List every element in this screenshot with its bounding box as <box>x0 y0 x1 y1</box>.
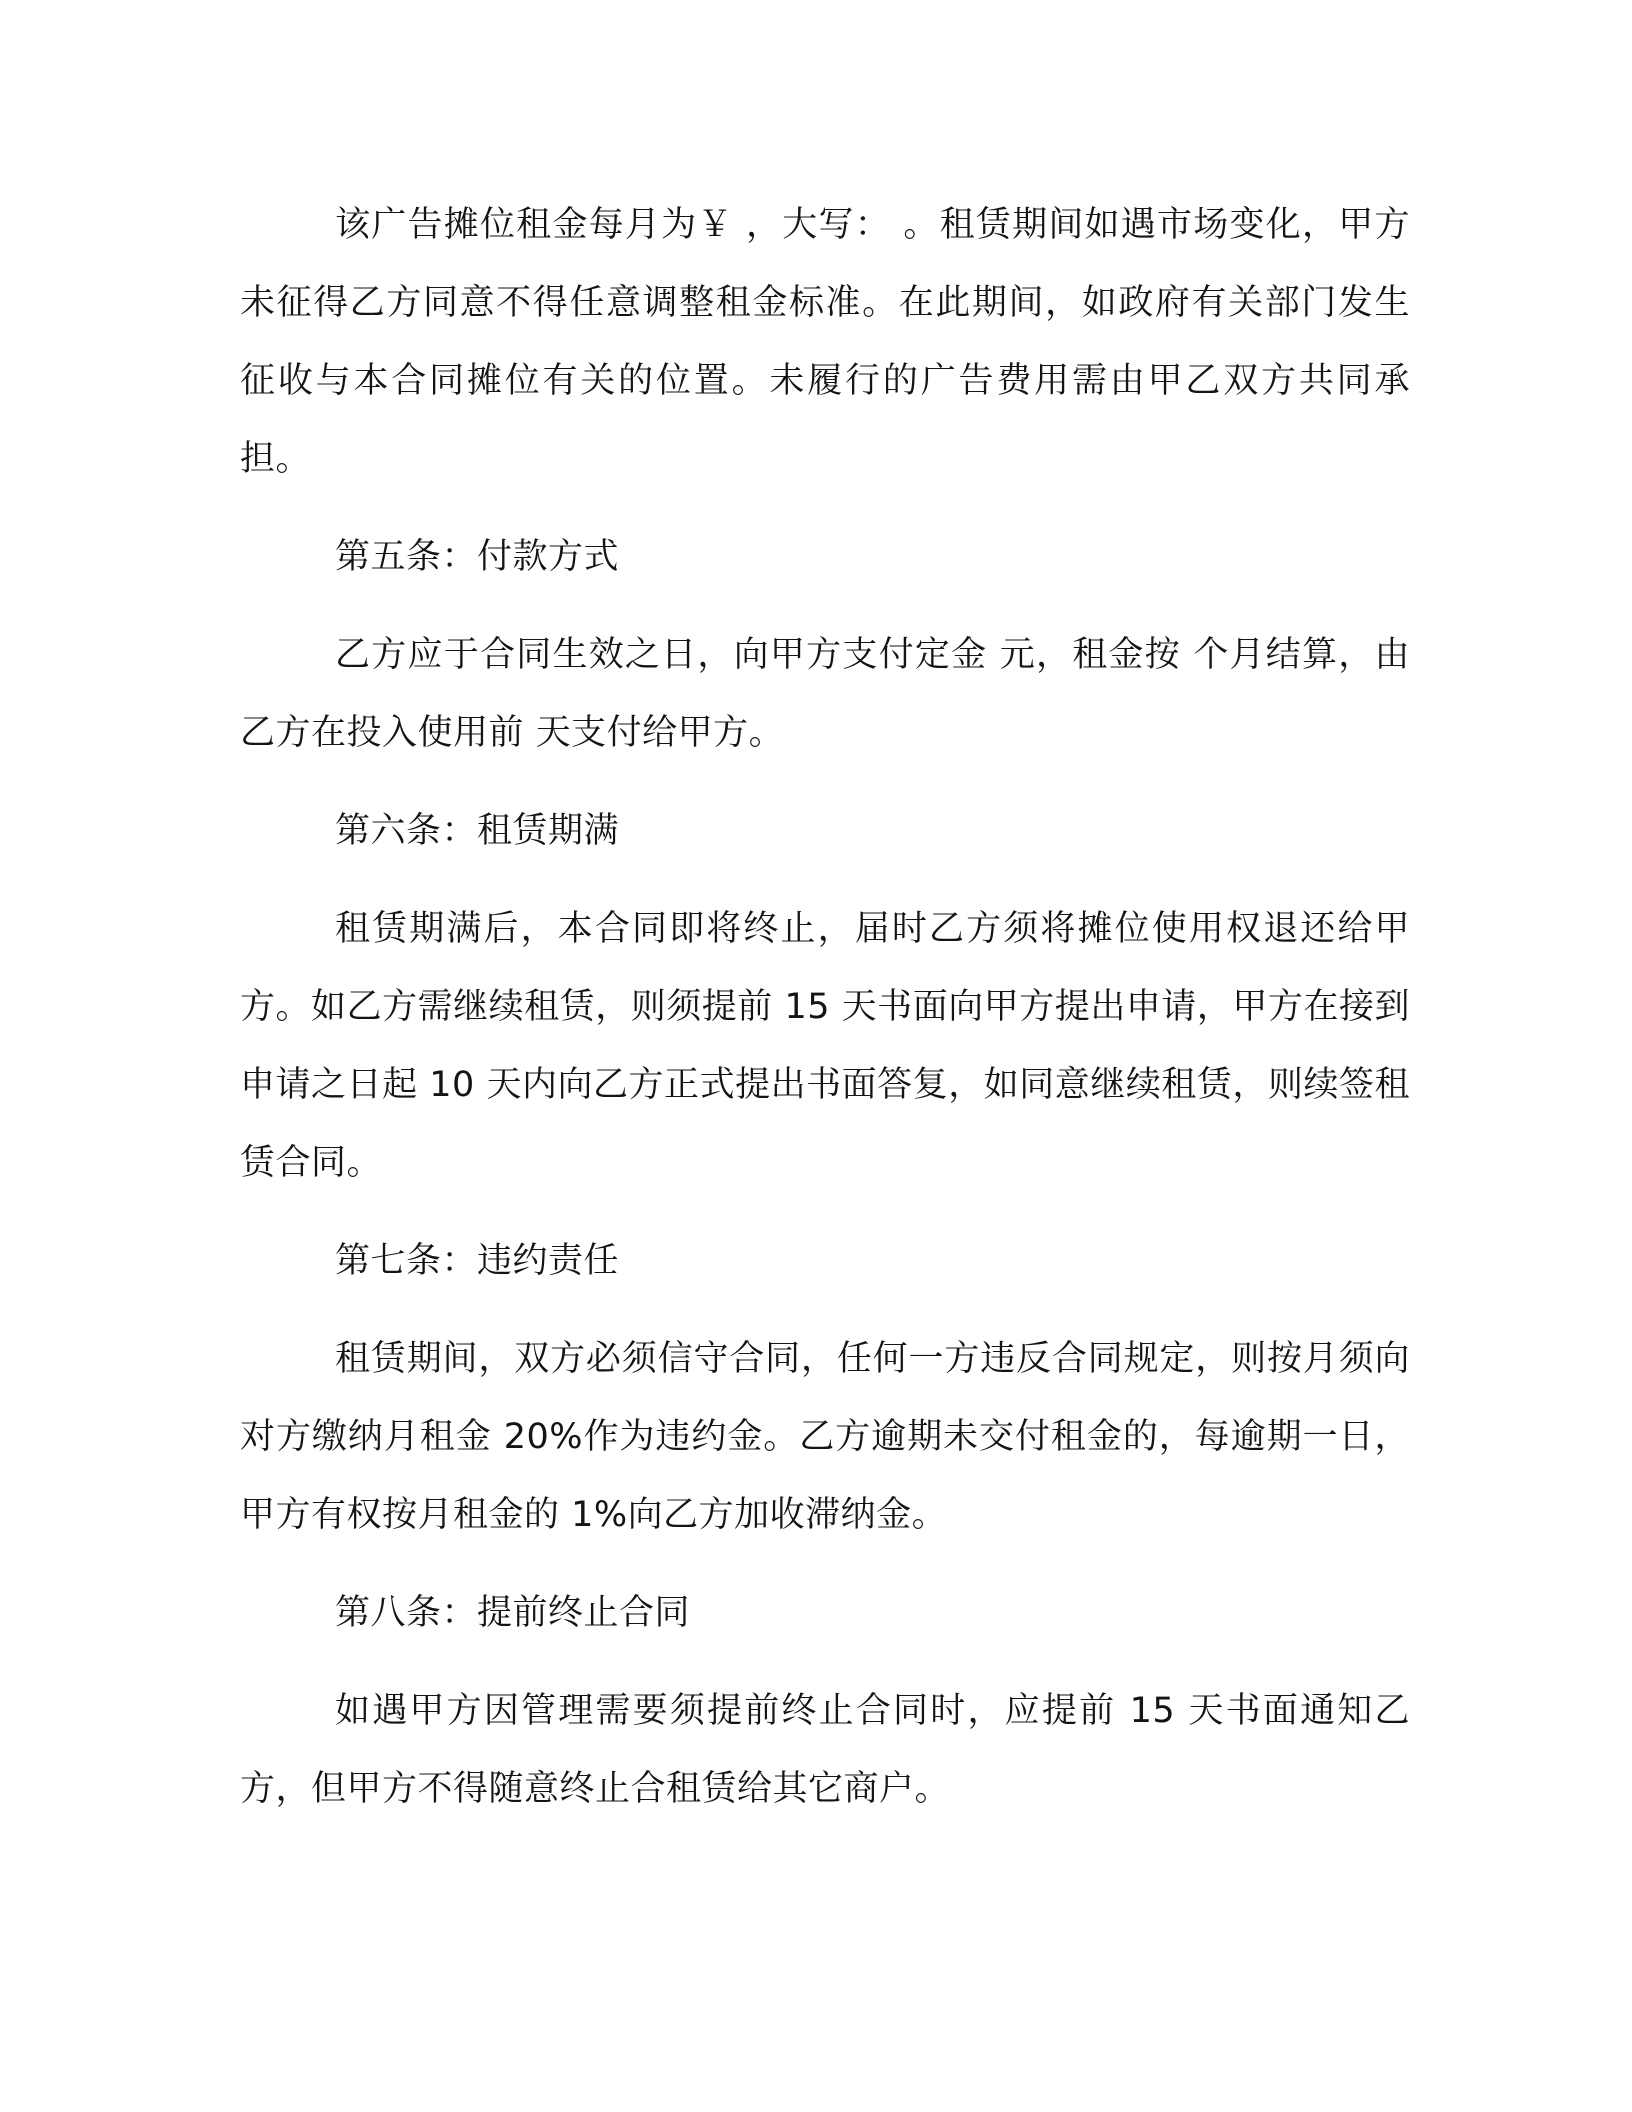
article-6-heading: 第六条：租赁期满 <box>335 811 620 851</box>
paragraph-rent-terms: 该广告摊位租金每月为￥ ，大写： 。租赁期间如遇市场变化，甲方未征得乙方同意不得任意调整租金标准。在此期间，如政府有关部门发生征收与本合同摊位有关的位置。未履行的广告费用需由甲乙双方共同承担。 <box>240 205 1410 479</box>
paragraph-early-termination: 如遇甲方因管理需要须提前终止合同时，应提前 15 天书面通知乙方，但甲方不得随意终止合租赁给其它商户。 <box>240 1691 1410 1809</box>
paragraph-payment-method: 乙方应于合同生效之日，向甲方支付定金 元，租金按 个月结算，由乙方在投入使用前 天支付给甲方。 <box>240 635 1410 753</box>
article-7-heading: 第七条：违约责任 <box>335 1241 620 1281</box>
document-page <box>240 186 1410 1828</box>
article-8-heading: 第八条：提前终止合同 <box>335 1593 691 1633</box>
paragraph-breach-liability: 租赁期间，双方必须信守合同，任何一方违反合同规定，则按月须向对方缴纳月租金 20%作为违约金。乙方逾期未交付租金的，每逾期一日，甲方有权按月租金的 1%向乙方加收滞纳金。 <box>240 1339 1410 1535</box>
paragraph-lease-expiry: 租赁期满后，本合同即将终止，届时乙方须将摊位使用权退还给甲方。如乙方需继续租赁，则须提前 15 天书面向甲方提出申请，甲方在接到申请之日起 10 天内向乙方正式提出书面答复，如同意继续租赁，则续签租赁合同。 <box>240 909 1410 1183</box>
article-5-heading: 第五条：付款方式 <box>335 537 620 577</box>
